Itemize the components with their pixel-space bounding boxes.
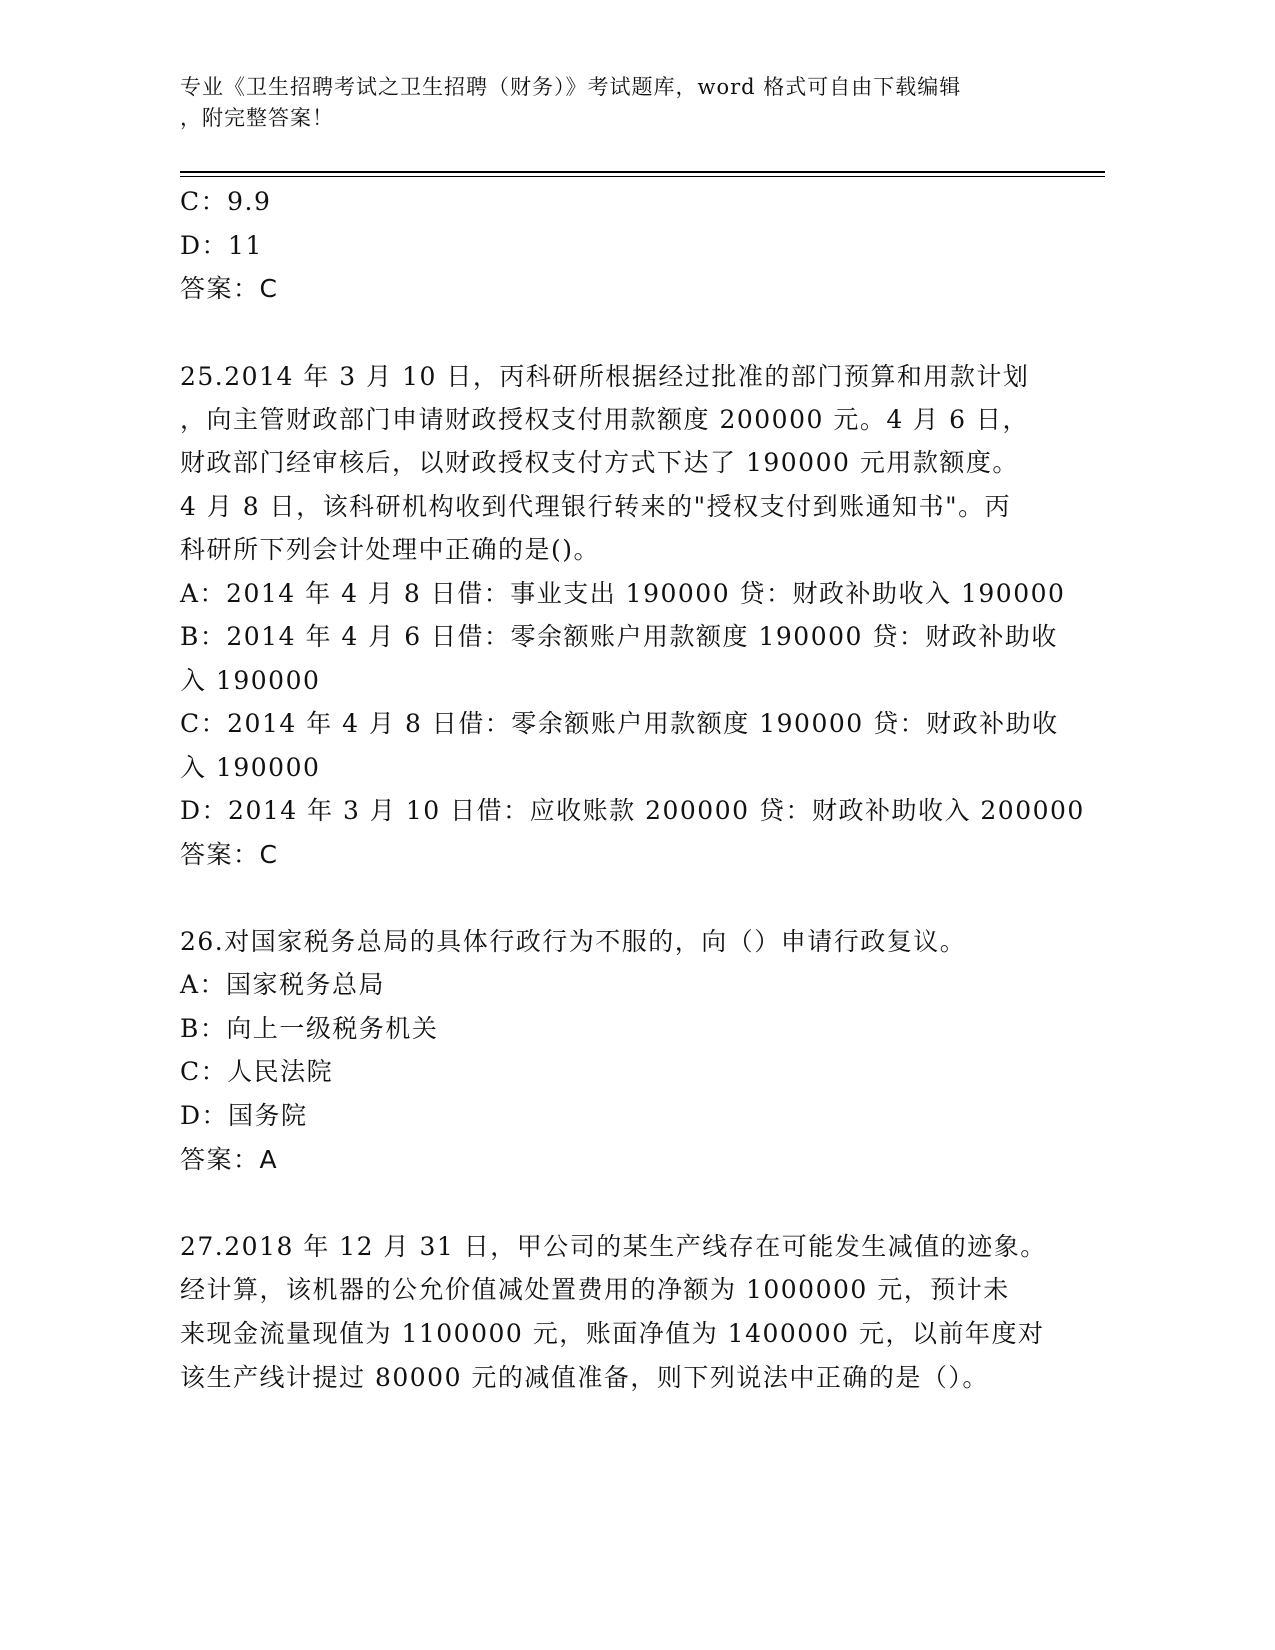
- answer: 答案：C: [180, 274, 279, 303]
- question-stem: 26.对国家税务总局的具体行政行为不服的，向（）申请行政复议。: [180, 927, 967, 956]
- question-stem: 来现金流量现值为 1100000 元，账面净值为 1400000 元，以前年度对: [180, 1319, 1045, 1348]
- question-stem: 25.2014 年 3 月 10 日，丙科研所根据经过批准的部门预算和用款计划: [180, 362, 1030, 391]
- question-stem: 4 月 8 日，该科研机构收到代理银行转来的"授权支付到账通知书"。丙: [180, 492, 1012, 521]
- document-header-line-2: ，附完整答案！: [180, 106, 334, 130]
- option-a: A：国家税务总局: [180, 970, 386, 999]
- question-stem: 27.2018 年 12 月 31 日，甲公司的某生产线存在可能发生减值的迹象。: [180, 1232, 1047, 1261]
- header-divider-top: [180, 171, 1105, 173]
- option-c: C：2014 年 4 月 8 日借：零余额账户用款额度 190000 贷：财政补助收: [180, 709, 1059, 738]
- option-a: A：2014 年 4 月 8 日借：事业支出 190000 贷：财政补助收入 190000: [180, 579, 1066, 608]
- option-b-cont: 入 190000: [180, 666, 321, 695]
- question-stem: ，向主管财政部门申请财政授权支付用款额度 200000 元。4 月 6 日，: [180, 405, 1029, 434]
- option-d: D：2014 年 3 月 10 日借：应收账款 200000 贷：财政补助收入 200000: [180, 796, 1085, 825]
- option-b: B：向上一级税务机关: [180, 1014, 439, 1043]
- question-stem: 科研所下列会计处理中正确的是()。: [180, 535, 601, 564]
- option-c-cont: 入 190000: [180, 753, 321, 782]
- answer: 答案：A: [180, 1145, 279, 1174]
- question-stem: 财政部门经审核后，以财政授权支付方式下达了 190000 元用款额度。: [180, 448, 1019, 477]
- question-stem: 经计算，该机器的公允价值减处置费用的净额为 1000000 元，预计未: [180, 1275, 1010, 1304]
- answer: 答案：C: [180, 840, 279, 869]
- question-stem: 该生产线计提过 80000 元的减值准备，则下列说法中正确的是（）。: [180, 1363, 989, 1392]
- option-d: D：国务院: [180, 1101, 308, 1130]
- option-c: C：人民法院: [180, 1057, 334, 1086]
- option-b: B：2014 年 4 月 6 日借：零余额账户用款额度 190000 贷：财政补助收: [180, 622, 1058, 651]
- option-c: C：9.9: [180, 187, 272, 216]
- document-header-line-1: 专业《卫生招聘考试之卫生招聘（财务）》考试题库，word 格式可自由下载编辑: [180, 75, 962, 99]
- option-d: D：11: [180, 231, 263, 260]
- header-divider-bottom: [180, 176, 1105, 177]
